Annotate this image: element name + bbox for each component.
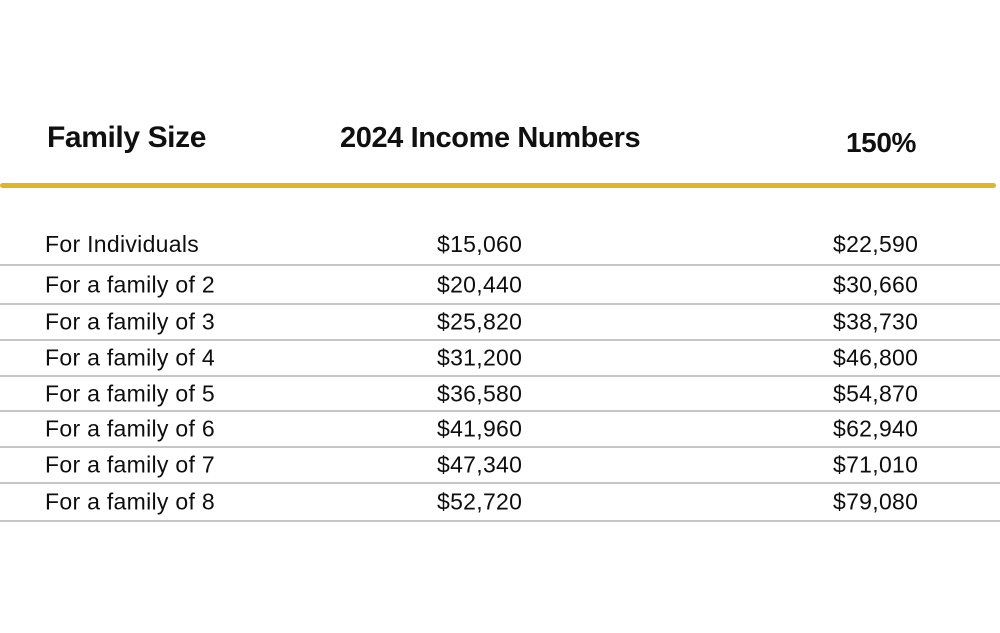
pct150-cell: $22,590: [833, 231, 919, 257]
income-cell: $52,720: [437, 488, 523, 515]
table-body: [0, 188, 1000, 522]
pct150-cell: $38,730: [833, 308, 919, 335]
income-cell: $31,200: [437, 344, 523, 371]
pct150-cell: $30,660: [833, 271, 919, 297]
family-size-cell: For a family of 7: [45, 451, 215, 478]
pct150-cell: $46,800: [833, 344, 919, 371]
table-row: [0, 377, 1000, 412]
income-cell: $47,340: [437, 451, 523, 478]
pct150-cell: $54,870: [833, 380, 919, 406]
column-header-150-percent: 150%: [846, 127, 917, 158]
column-header-2024-income-numbers: 2024 Income Numbers: [340, 122, 641, 154]
table-row: [0, 188, 1000, 266]
table-row: [0, 305, 1000, 341]
table-row: [0, 448, 1000, 484]
table-row: [0, 341, 1000, 377]
family-size-cell: For a family of 4: [45, 344, 215, 371]
column-header-family-size: Family Size: [47, 121, 207, 154]
pct150-cell: $62,940: [833, 415, 919, 442]
income-cell: $25,820: [437, 308, 523, 335]
family-size-cell: For a family of 2: [45, 271, 215, 297]
table-row: [0, 266, 1000, 305]
family-size-cell: For a family of 5: [45, 380, 215, 406]
income-cell: $36,580: [437, 380, 523, 406]
pct150-cell: $79,080: [833, 488, 919, 515]
table-row: [0, 412, 1000, 448]
income-cell: $15,060: [437, 231, 523, 257]
family-size-cell: For a family of 6: [45, 415, 215, 442]
family-size-cell: For Individuals: [45, 231, 200, 257]
income-cell: $20,440: [437, 271, 523, 297]
pct150-cell: $71,010: [833, 451, 919, 478]
family-size-cell: For a family of 3: [45, 308, 215, 335]
family-size-cell: For a family of 8: [45, 488, 215, 515]
income-cell: $41,960: [437, 415, 523, 442]
table-row: [0, 484, 1000, 522]
